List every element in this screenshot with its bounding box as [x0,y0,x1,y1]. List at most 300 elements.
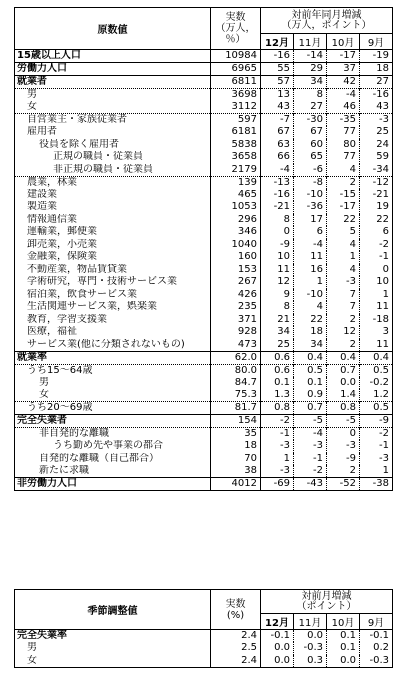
change-cell: 8 [294,89,327,102]
seasonal-change-header: 対前月増減 （ポイント） [261,590,393,614]
change-cell: -69 [261,478,294,491]
change-cell: -3 [327,276,360,289]
row-label-text: 15歳以上人口 [17,50,81,61]
row-label-text: 医療，福祉 [27,326,77,338]
change-cell: -17 [327,201,360,214]
change-cell: 8 [261,301,294,314]
row-label [15,453,211,466]
row-label [15,655,211,668]
change-cell: -1 [360,440,393,453]
row-label-text: 運輸業，郵便業 [27,226,97,238]
change-cell: -5 [294,415,327,428]
change-cell: -3 [261,465,294,478]
row-label-text: 生活関連サービス業，娯楽業 [27,301,157,313]
change-cell: -21 [360,189,393,202]
change-cell: -14 [294,50,327,63]
change-cell: -17 [327,50,360,63]
table-row [15,139,393,152]
change-cell: 19 [360,201,393,214]
change-cell: -1 [360,251,393,264]
value-cell: 2.4 [211,630,261,643]
table-title: 原数値 [15,8,211,50]
change-cell: 1.4 [327,389,360,402]
change-cell: -43 [294,478,327,491]
row-label [15,189,211,202]
row-label-text: 新たに求職 [39,465,89,476]
change-cell: 1 [327,251,360,264]
change-cell: -1 [261,428,294,441]
month-header: 11月 [294,614,327,630]
change-cell: 9 [261,289,294,302]
table-row [15,314,393,327]
row-label-text: うち15～64歳 [27,364,93,376]
row-label-text: うち20～69歳 [27,402,93,413]
change-cell: 24 [360,139,393,152]
table-row [15,76,393,89]
row-label [15,314,211,327]
row-label [15,351,211,364]
change-cell: -3 [327,440,360,453]
change-cell: 6 [294,226,327,239]
change-cell: 59 [360,151,393,164]
change-cell: -4 [294,428,327,441]
change-cell: 11 [294,251,327,264]
table-row [15,655,393,668]
change-cell: -13 [261,176,294,189]
row-label-text: 製造業 [27,201,57,213]
value-cell: 267 [211,276,261,289]
change-cell: -0.3 [294,642,327,655]
change-cell: 4 [294,301,327,314]
change-cell: -8 [294,176,327,189]
change-cell: -0.3 [360,655,393,668]
change-cell: 6 [360,226,393,239]
change-cell: 7 [327,301,360,314]
change-cell: 55 [261,63,294,76]
change-cell: 67 [261,126,294,139]
row-label [15,239,211,252]
table-row [15,114,393,127]
value-cell: 38 [211,465,261,478]
change-cell: -3 [360,114,393,127]
row-label [15,101,211,114]
value-cell: 2.4 [211,655,261,668]
value-cell: 473 [211,339,261,352]
row-label-text: 教育，学習支援業 [27,313,107,325]
change-cell: 3 [360,326,393,339]
change-cell: -10 [294,189,327,202]
change-cell: 2 [327,339,360,352]
value-cell: 139 [211,176,261,189]
change-header: 対前年同月増減 （万人，ポイント） [261,8,393,34]
row-label-text: 男 [39,376,49,388]
change-cell: 0 [360,264,393,277]
change-cell: -1 [294,453,327,466]
row-label-text: 学術研究，専門・技術サービス業 [27,276,177,288]
change-cell: 27 [360,76,393,89]
row-label [15,114,211,127]
change-cell: 46 [327,101,360,114]
change-cell: 5 [327,226,360,239]
table-row [15,164,393,177]
change-cell: 0.0 [327,377,360,390]
change-cell: -5 [327,415,360,428]
seasonal-table [14,589,393,668]
change-cell: 34 [294,76,327,89]
change-cell: 66 [261,151,294,164]
change-cell: -3 [294,440,327,453]
change-cell: 0.1 [261,377,294,390]
row-label [15,389,211,402]
row-label [15,76,211,89]
row-label [15,301,211,314]
table-row [15,377,393,390]
month-header: 10月 [327,614,360,630]
row-label-text: 自営業主・家族従業者 [27,114,127,125]
change-cell: -2 [294,465,327,478]
value-cell: 6811 [211,76,261,89]
month-header: 10月 [327,34,360,50]
change-cell: 2 [327,314,360,327]
change-cell: 0.0 [294,630,327,643]
row-label [15,339,211,352]
change-cell: 0.6 [261,364,294,377]
row-label-text: 役員を除く雇用者 [39,138,119,150]
change-cell: 0.9 [294,389,327,402]
row-label [15,226,211,239]
change-cell: -4 [294,239,327,252]
table-row [15,642,393,655]
change-cell: 0.3 [294,655,327,668]
value-cell: 597 [211,114,261,127]
change-cell: 1.2 [360,389,393,402]
change-cell: -4 [327,89,360,102]
row-label [15,89,211,102]
change-cell: -52 [327,478,360,491]
change-cell: -9 [327,453,360,466]
change-cell: 17 [294,214,327,227]
row-label-text: 雇用者 [27,126,57,138]
row-label [15,415,211,428]
change-cell: -10 [294,289,327,302]
month-header: 11月 [294,34,327,50]
value-cell: 346 [211,226,261,239]
row-label-text: 就業率 [17,351,47,363]
table-row [15,402,393,415]
value-cell: 70 [211,453,261,466]
value-cell: 426 [211,289,261,302]
table-row [15,389,393,402]
seasonal-title: 季節調整値 [15,590,211,630]
row-label-text: 宿泊業，飲食サービス業 [27,288,137,300]
table-row [15,50,393,63]
table-row [15,89,393,102]
change-cell: -4 [261,164,294,177]
row-label-text: 非労働力人口 [17,478,77,489]
change-cell: 43 [261,101,294,114]
change-cell: 0.4 [294,351,327,364]
row-label [15,201,211,214]
value-cell: 80.0 [211,364,261,377]
change-cell: -18 [360,314,393,327]
seasonal-unit-header: 実数 (%) [211,590,261,630]
change-cell: -19 [360,50,393,63]
table-row [15,151,393,164]
row-label [15,50,211,63]
value-cell: 3112 [211,101,261,114]
change-cell: 22 [294,314,327,327]
change-cell: 8 [261,214,294,227]
change-cell: 22 [360,214,393,227]
row-label-text: 女 [27,654,37,666]
month-header: 12月 [261,34,294,50]
table-row [15,239,393,252]
change-cell: -36 [294,201,327,214]
change-cell: 1 [360,289,393,302]
row-label-text: 完全失業率 [17,630,67,641]
table-row [15,264,393,277]
table-row [15,440,393,453]
change-cell: 21 [261,314,294,327]
row-label [15,251,211,264]
change-cell: 0 [327,428,360,441]
change-cell: 0.1 [327,630,360,643]
row-label-text: 正規の職員・従業員 [53,151,143,163]
row-label [15,428,211,441]
table-row [15,326,393,339]
row-label [15,630,211,643]
row-label [15,176,211,189]
row-label [15,289,211,302]
main-table-body [15,50,393,491]
value-cell: 5838 [211,139,261,152]
table-row [15,301,393,314]
value-cell: 371 [211,314,261,327]
change-cell: 10 [261,251,294,264]
change-cell: 0.4 [360,351,393,364]
change-cell: 4 [327,239,360,252]
row-label [15,326,211,339]
change-cell: -16 [360,89,393,102]
change-cell: 1 [294,276,327,289]
change-cell: -35 [327,114,360,127]
value-cell: 84.7 [211,377,261,390]
value-cell: 2179 [211,164,261,177]
change-cell: -0.1 [261,630,294,643]
row-label-text: 就業者 [17,76,47,87]
change-cell: 0 [261,226,294,239]
change-cell: 67 [294,126,327,139]
table-row [15,251,393,264]
value-cell: 296 [211,214,261,227]
table-row [15,364,393,377]
value-cell: 928 [211,326,261,339]
change-cell: -0.1 [360,630,393,643]
change-cell: 25 [261,339,294,352]
value-cell: 18 [211,440,261,453]
row-label [15,440,211,453]
value-cell: 81.7 [211,402,261,415]
change-cell: 0.2 [360,642,393,655]
value-cell: 75.3 [211,389,261,402]
table-row [15,176,393,189]
change-cell: 10 [360,276,393,289]
month-header: 9月 [360,614,393,630]
row-label [15,364,211,377]
value-cell: 35 [211,428,261,441]
change-cell: 4 [327,264,360,277]
change-cell: 65 [294,151,327,164]
change-cell: 1 [261,453,294,466]
change-cell: 77 [327,126,360,139]
change-cell: 43 [360,101,393,114]
change-cell: 2 [327,465,360,478]
table-row [15,465,393,478]
change-cell: -3 [360,453,393,466]
table-row [15,63,393,76]
row-label [15,465,211,478]
table-row [15,415,393,428]
table-row [15,226,393,239]
value-cell: 1040 [211,239,261,252]
value-cell: 160 [211,251,261,264]
change-cell: 80 [327,139,360,152]
table-row [15,453,393,466]
change-cell: 18 [360,63,393,76]
row-label [15,377,211,390]
change-cell: 0.1 [327,642,360,655]
row-label-text: 女 [27,101,37,112]
value-cell: 3698 [211,89,261,102]
change-cell: 60 [294,139,327,152]
row-label-text: 自発的な離職（自己都合） [39,452,159,464]
row-label [15,264,211,277]
change-cell: 29 [294,63,327,76]
row-label-text: 建設業 [27,188,57,200]
row-label [15,402,211,415]
change-cell: 0.8 [261,402,294,415]
row-label [15,276,211,289]
change-cell: 11 [261,264,294,277]
table-row [15,201,393,214]
change-cell: -2 [261,415,294,428]
value-cell: 1053 [211,201,261,214]
change-cell: -34 [360,164,393,177]
value-cell: 10984 [211,50,261,63]
row-label-text: うち勤め先や事業の都合 [53,440,163,452]
value-cell: 153 [211,264,261,277]
value-cell: 6181 [211,126,261,139]
change-cell: -6 [294,164,327,177]
change-cell: -2 [360,239,393,252]
change-cell: -0.2 [360,377,393,390]
table-row [15,339,393,352]
row-label [15,642,211,655]
change-cell: 42 [327,76,360,89]
row-label [15,151,211,164]
change-cell: 0.8 [327,402,360,415]
change-cell: 0.0 [327,655,360,668]
row-label-text: サービス業(他に分類されないもの) [27,338,185,350]
row-label [15,478,211,491]
change-cell: -9 [360,415,393,428]
row-label-text: 非正規の職員・従業員 [53,163,153,175]
row-label-text: 金融業，保険業 [27,251,97,263]
change-cell: 57 [261,76,294,89]
change-cell: -9 [261,239,294,252]
table-row [15,428,393,441]
change-cell: -16 [261,189,294,202]
change-cell: 4 [327,164,360,177]
row-label [15,126,211,139]
change-cell: 34 [294,339,327,352]
change-cell: -21 [261,201,294,214]
row-label-text: 労働力人口 [17,63,67,74]
change-cell: 0.5 [360,402,393,415]
table-row [15,478,393,491]
change-cell: 0.0 [261,642,294,655]
change-cell: 37 [327,63,360,76]
seasonal-table-body [15,630,393,668]
change-cell: 25 [360,126,393,139]
table-row [15,126,393,139]
table-row [15,189,393,202]
table-row [15,276,393,289]
change-cell: 7 [327,289,360,302]
row-label-text: 非自発的な離職 [39,428,109,439]
row-label-text: 卸売業，小売業 [27,238,97,250]
row-label-text: 情報通信業 [27,213,77,225]
change-cell: 1.3 [261,389,294,402]
change-cell: -38 [360,478,393,491]
month-header: 12月 [261,614,294,630]
change-cell: 1 [360,465,393,478]
value-cell: 235 [211,301,261,314]
value-cell: 2.5 [211,642,261,655]
change-cell: 11 [360,339,393,352]
change-cell: 0.6 [261,351,294,364]
change-cell: 0.7 [327,364,360,377]
change-cell: 27 [294,101,327,114]
unit-header: 実数 （万人，％） [211,8,261,50]
value-cell: 465 [211,189,261,202]
value-cell: 154 [211,415,261,428]
table-row [15,101,393,114]
value-cell: 4012 [211,478,261,491]
change-cell: -30 [294,114,327,127]
row-label-text: 農業，林業 [27,176,77,188]
row-label-text: 完全失業者 [17,415,67,426]
row-label-text: 女 [39,389,49,400]
change-cell: 2 [327,176,360,189]
change-cell: 0.5 [294,364,327,377]
change-cell: -2 [360,428,393,441]
table-row [15,351,393,364]
change-cell: 0.5 [360,364,393,377]
change-cell: 12 [327,326,360,339]
table-row [15,214,393,227]
change-cell: 22 [327,214,360,227]
change-cell: 0.1 [294,377,327,390]
change-cell: -12 [360,176,393,189]
change-cell: 63 [261,139,294,152]
change-cell: 77 [327,151,360,164]
table-row [15,630,393,643]
change-cell: 0.7 [294,402,327,415]
change-cell: 18 [294,326,327,339]
row-label [15,63,211,76]
change-cell: -7 [261,114,294,127]
